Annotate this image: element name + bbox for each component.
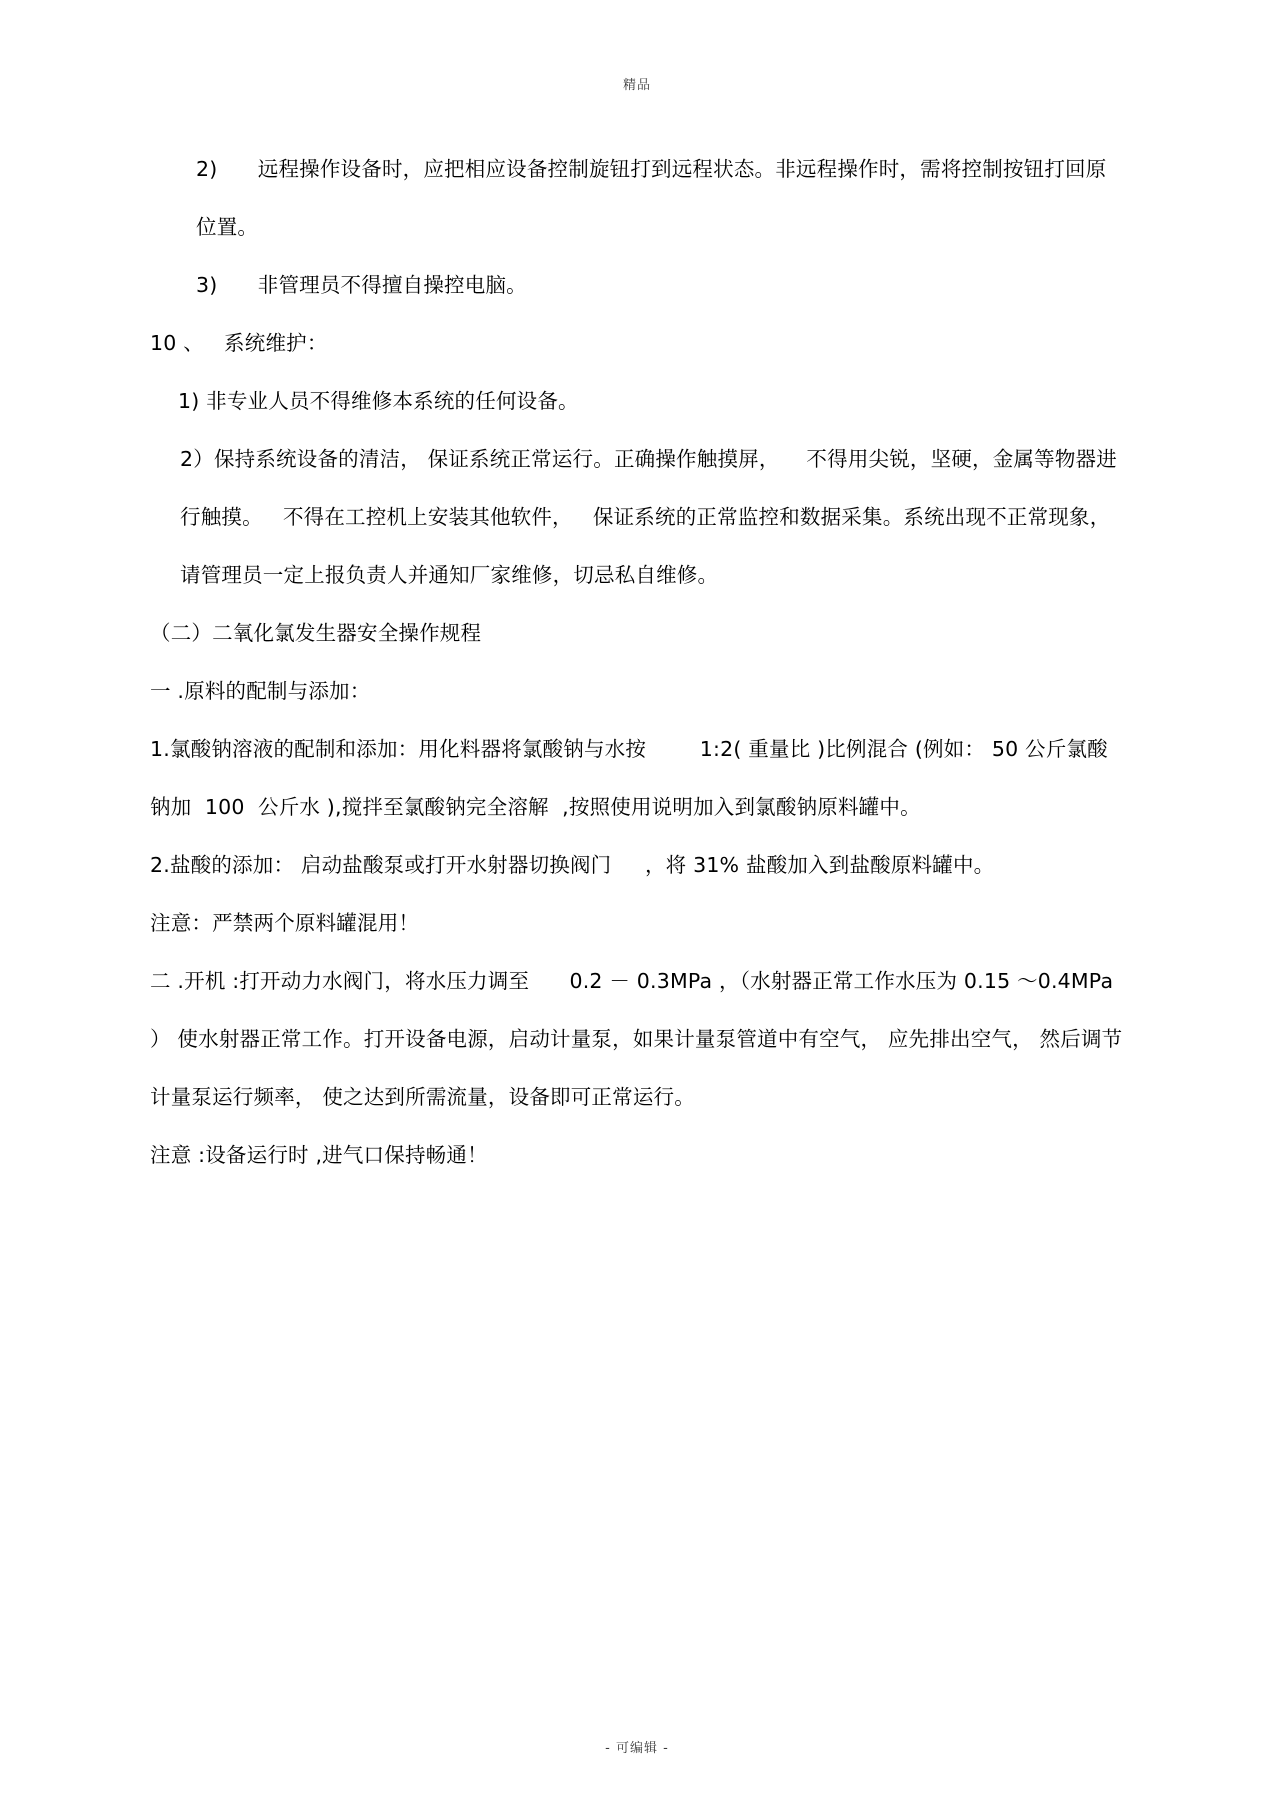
footer-watermark: - 可编辑 - bbox=[605, 1741, 669, 1756]
paragraph-hydrochloric-acid: 2.盐酸的添加： 启动盐酸泵或打开水射器切换阀门 ，将 31% 盐酸加入到盐酸原料罐中。 bbox=[150, 853, 995, 877]
paragraph-maint-2: 2）保持系统设备的清洁， 保证系统正常运行。正确操作触摸屏， 不得用尖锐，坚硬，金属等物器进行触摸。 不得在工控机上安装其他软件， 保证系统的正常监控和数据采集。系统出现不正常现象， 请管理员一定上报负责人并通知厂家维修，切忌私自维修。 bbox=[180, 447, 1118, 587]
paragraph-item-2-remote: 2) 远程操作设备时，应把相应设备控制旋钮打到远程状态。非远程操作时，需将控制按钮打回原位置。 bbox=[196, 157, 1107, 239]
paragraph-startup: 二 .开机 :打开动力水阀门，将水压力调至 0.2 － 0.3MPa ，（水射器正常工作水压为 0.15 ～0.4MPa ） 使水射器正常工作。打开设备电源，启动计量泵，如果计量泵管道中有空气， 应先排出空气， 然后调节计量泵运行频率， 使之达到所需流量，设备即可正常运行。 bbox=[150, 969, 1123, 1109]
paragraph-sodium-chlorate: 1.氯酸钠溶液的配制和添加：用化料器将氯酸钠与水按 1:2( 重量比 )比例混合 (例如： 50 公斤氯酸钠加 100 公斤水 ),搅拌至氯酸钠完全溶解 ,按照使用说明加入到氯酸钠原料罐中。 bbox=[150, 737, 1108, 819]
heading-system-maintenance: 10 、 系统维护： bbox=[150, 331, 328, 355]
note-no-mixing-tanks: 注意：严禁两个原料罐混用！ bbox=[150, 911, 420, 935]
document-body bbox=[150, 140, 1124, 1184]
header-watermark: 精品 bbox=[622, 78, 651, 93]
heading-section-two: （二）二氧化氯发生器安全操作规程 bbox=[150, 621, 482, 645]
paragraph-item-3-admin: 3) 非管理员不得擅自操控电脑。 bbox=[196, 273, 527, 297]
paragraph-maint-1: 1) 非专业人员不得维修本系统的任何设备。 bbox=[178, 389, 579, 413]
note-air-intake: 注意 :设备运行时 ,进气口保持畅通！ bbox=[150, 1143, 488, 1167]
heading-part-one: 一 .原料的配制与添加： bbox=[150, 679, 371, 703]
